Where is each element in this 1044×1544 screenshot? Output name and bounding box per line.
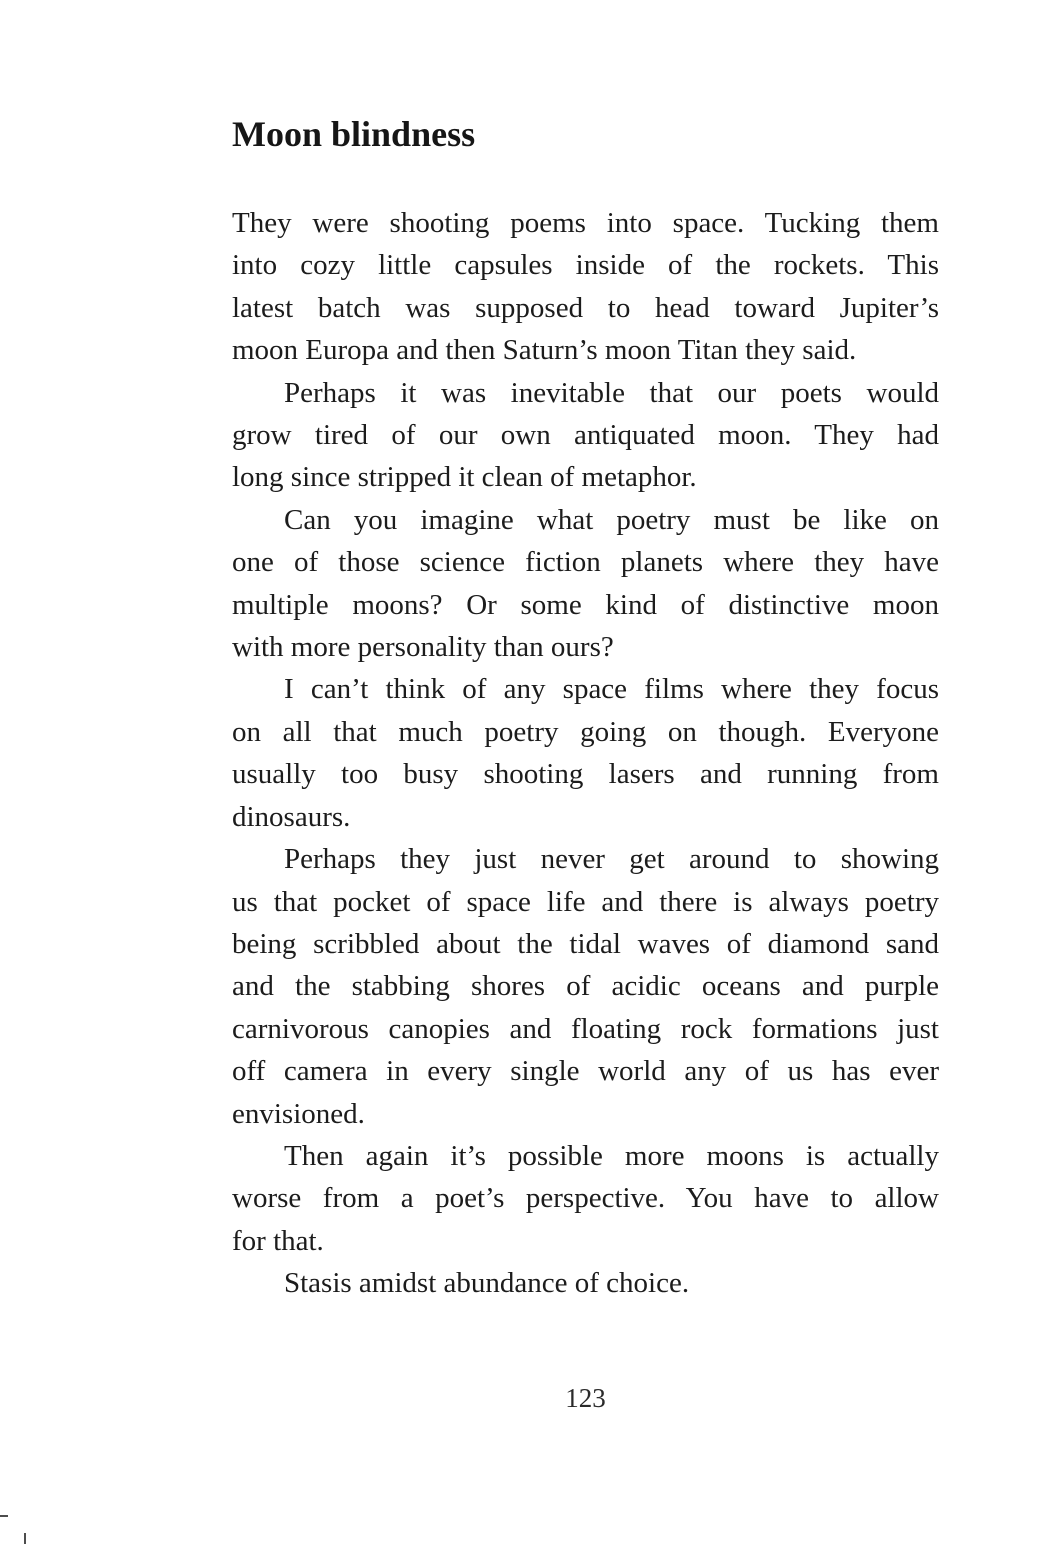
text-line: Perhaps it was inevitable that our poets would [284, 376, 939, 409]
text-line: moon Europa and then Saturn’s moon Titan they said. [232, 334, 857, 367]
scan-mark-vertical [24, 1533, 26, 1544]
text-line: being scribbled about the tidal waves of diamond sand [232, 927, 939, 960]
text-line: envisioned. [232, 1097, 365, 1130]
text-line: They were shooting poems into space. Tucking them [232, 207, 939, 239]
paragraph [232, 372, 939, 499]
text-line: Can you imagine what poetry must be like on [284, 503, 939, 536]
text-line: Perhaps they just never get around to showing [284, 843, 939, 876]
text-line: us that pocket of space life and there is always poetry [232, 885, 939, 918]
text-line: multiple moons? Or some kind of distinctive moon [232, 588, 939, 621]
paragraph [232, 1135, 939, 1262]
text-line: worse from a poet’s perspective. You have to allow [232, 1182, 939, 1215]
text-line: one of those science fiction planets where they have [232, 546, 939, 579]
text-line: carnivorous canopies and floating rock formations just [232, 1012, 939, 1045]
paragraph [232, 1262, 939, 1304]
page-title: Moon blindness [232, 114, 476, 154]
paragraph [232, 499, 939, 669]
text-line: for that. [232, 1224, 324, 1257]
paragraph [232, 202, 939, 372]
text-line: with more personality than ours? [232, 631, 614, 664]
text-column [232, 112, 939, 1305]
text-line: and the stabbing shores of acidic oceans and purple [232, 970, 939, 1003]
text-line: long since stripped it clean of metaphor. [232, 461, 697, 494]
text-line: dinosaurs. [232, 800, 351, 833]
body-text [232, 202, 939, 1305]
text-line: grow tired of our own antiquated moon. They had [232, 419, 939, 452]
scan-mark-horizontal [0, 1515, 8, 1517]
text-line: usually too busy shooting lasers and running from [232, 758, 939, 791]
page-number: 123 [565, 1383, 606, 1413]
text-line: Then again it’s possible more moons is actually [284, 1139, 939, 1172]
text-line: into cozy little capsules inside of the rockets. This [232, 249, 939, 282]
text-line: Stasis amidst abundance of choice. [284, 1267, 690, 1300]
text-line: on all that much poetry going on though. Everyone [232, 715, 939, 748]
text-line: I can’t think of any space films where they focus [284, 673, 939, 706]
text-line: off camera in every single world any of us has ever [232, 1055, 939, 1088]
paragraph [232, 838, 939, 1135]
paragraph [232, 668, 939, 838]
text-line: latest batch was supposed to head toward Jupiter’s [232, 291, 939, 324]
